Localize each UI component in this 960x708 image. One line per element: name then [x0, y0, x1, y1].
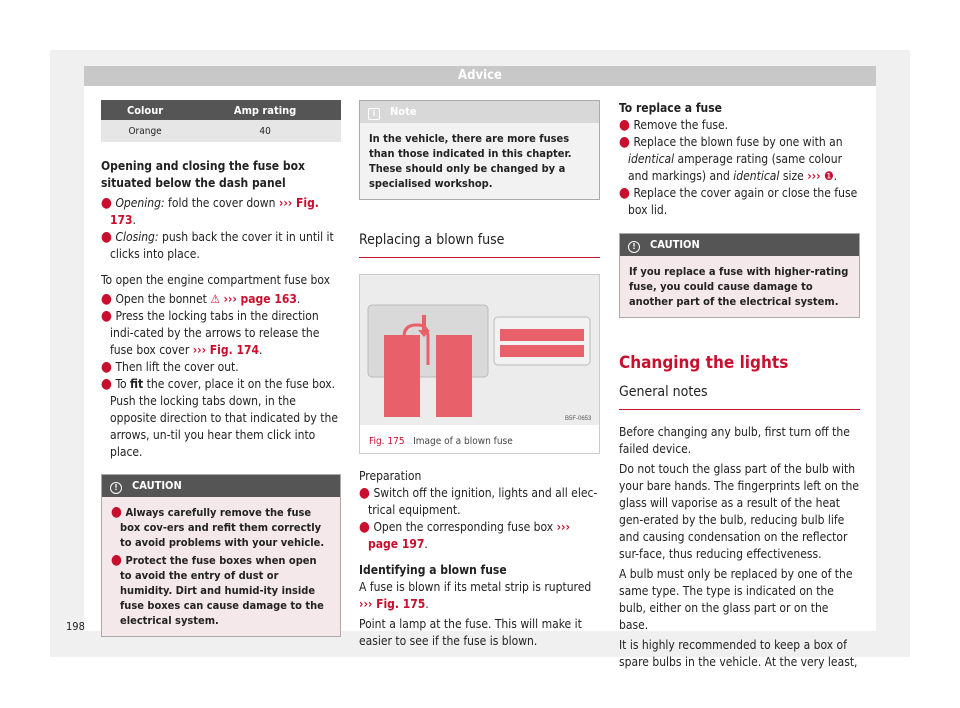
info-icon: i — [368, 108, 380, 120]
warning-icon: ⚠ — [210, 292, 220, 306]
figure-175 — [359, 274, 600, 454]
figure-code: B5F-0653 — [565, 416, 592, 422]
subheading: Identifying a blown fuse — [359, 563, 507, 577]
paragraph: Point a lamp at the fuse. This will make it easier to see if the fuse is blown. — [359, 617, 582, 648]
caution-icon: ! — [628, 241, 640, 253]
list-item: ● Replace the cover again or close the fuse box lid. — [619, 185, 858, 217]
caution-box — [101, 474, 341, 637]
list-item: ● Then lift the cover out. — [101, 359, 239, 375]
paragraph: It is highly recommended to keep a box of spare bulbs in the vehicle. At the very least, — [619, 638, 858, 669]
section-heading: Replacing a blown fuse — [359, 230, 600, 258]
note-text: In the vehicle, there are more fuses than those indicated in this chapter. These should only be changed by a specialised workshop. — [360, 123, 599, 199]
paragraph: Before changing any bulb, first turn off the failed device. — [619, 425, 850, 456]
right-column — [619, 100, 860, 671]
caution-item: ● Always carefully remove the fuse box cov-ers and refit them correctly to avoid problems with your vehicle. — [111, 504, 325, 549]
caution-header: ! CAUTION — [102, 475, 340, 497]
fig-174-link[interactable]: ››› Fig. 174 — [192, 343, 259, 357]
blown-fuse-image — [360, 275, 599, 425]
list-item: ● Remove the fuse. — [619, 117, 729, 133]
table-cell: Orange — [101, 120, 189, 142]
caution-icon: ! — [110, 482, 122, 494]
page-163-link[interactable]: ››› page 163 — [223, 292, 297, 306]
fig-173-link[interactable]: ››› Fig. 173 — [110, 196, 319, 227]
left-column — [101, 100, 341, 637]
chapter-title: Changing the lights — [619, 353, 789, 373]
table-cell: 40 — [189, 120, 341, 142]
page-header: Advice — [84, 66, 876, 86]
caution-ref-icon[interactable]: ››› — [807, 169, 821, 183]
list-item: ● Press the locking tabs in the direction indi-cated by the arrows to release the fuse box cover ››› Fig. 174. — [101, 308, 320, 357]
list-item: ● Open the bonnet ⚠ ››› page 163. — [101, 291, 301, 307]
page-number: 198 — [66, 620, 85, 633]
subheading: Preparation — [359, 469, 422, 483]
caution-box — [619, 233, 860, 318]
list-item: ● Open the corresponding fuse box ››› page 197. — [359, 519, 570, 551]
list-item: ● To fit the cover, place it on the fuse box. Push the locking tabs down, in the opposite direction to that indicated by the arrows, un-til you hear them click into place. — [101, 376, 338, 459]
paragraph: A fuse is blown if its metal strip is ruptured ››› Fig. 175. — [359, 580, 592, 611]
amp-table — [101, 100, 341, 142]
subheading: To replace a fuse — [619, 101, 722, 115]
caution-item: ● Protect the fuse boxes when open to avoid the entry of dust or humidity. Dirt and humid-ity inside fuse boxes can cause damage to the electrical system. — [111, 552, 324, 627]
section-heading: General notes — [619, 382, 860, 410]
page-197-link[interactable]: ››› page 197 — [368, 520, 570, 551]
paragraph: A bulb must only be replaced by one of the same type. The type is indicated on the bulb, either on the glass part or on the base. — [619, 567, 853, 632]
note-box — [359, 100, 600, 200]
table-header-amp: Amp rating — [189, 100, 341, 120]
paragraph: Do not touch the glass part of the bulb with your bare hands. The fingerprints left on the glass will vaporise as a result of the heat gen-erated by the bulb, reducing bulb life and causing condensation on the reflector sur-face, thus reducing effectiveness. — [619, 462, 860, 561]
section-heading: Opening and closing the fuse box situated below the dash panel — [101, 159, 305, 190]
note-header: i Note — [360, 101, 599, 123]
caution-ref-icon: ❶ — [823, 169, 834, 183]
caution-header: ! CAUTION — [620, 234, 859, 256]
list-item: ● Switch off the ignition, lights and all elec-trical equipment. — [359, 485, 598, 517]
list-item: ● Closing: push back the cover it in until it clicks into place. — [101, 229, 334, 261]
list-item: ● Opening: fold the cover down ››› Fig. 173. — [101, 195, 319, 227]
subheading: To open the engine compartment fuse box — [101, 273, 331, 287]
figure-caption: Fig. 175 Image of a blown fuse — [369, 436, 513, 447]
table-header-colour: Colour — [101, 100, 189, 120]
middle-column — [359, 100, 600, 650]
caution-text: If you replace a fuse with higher-rating fuse, you could cause damage to another part of the electrical system. — [620, 256, 859, 317]
table-row — [101, 120, 341, 142]
fig-175-link[interactable]: ››› Fig. 175 — [359, 597, 426, 611]
list-item: ● Replace the blown fuse by one with an identical amperage rating (same colour and markings) and identical size ››› ❶. — [619, 134, 843, 183]
